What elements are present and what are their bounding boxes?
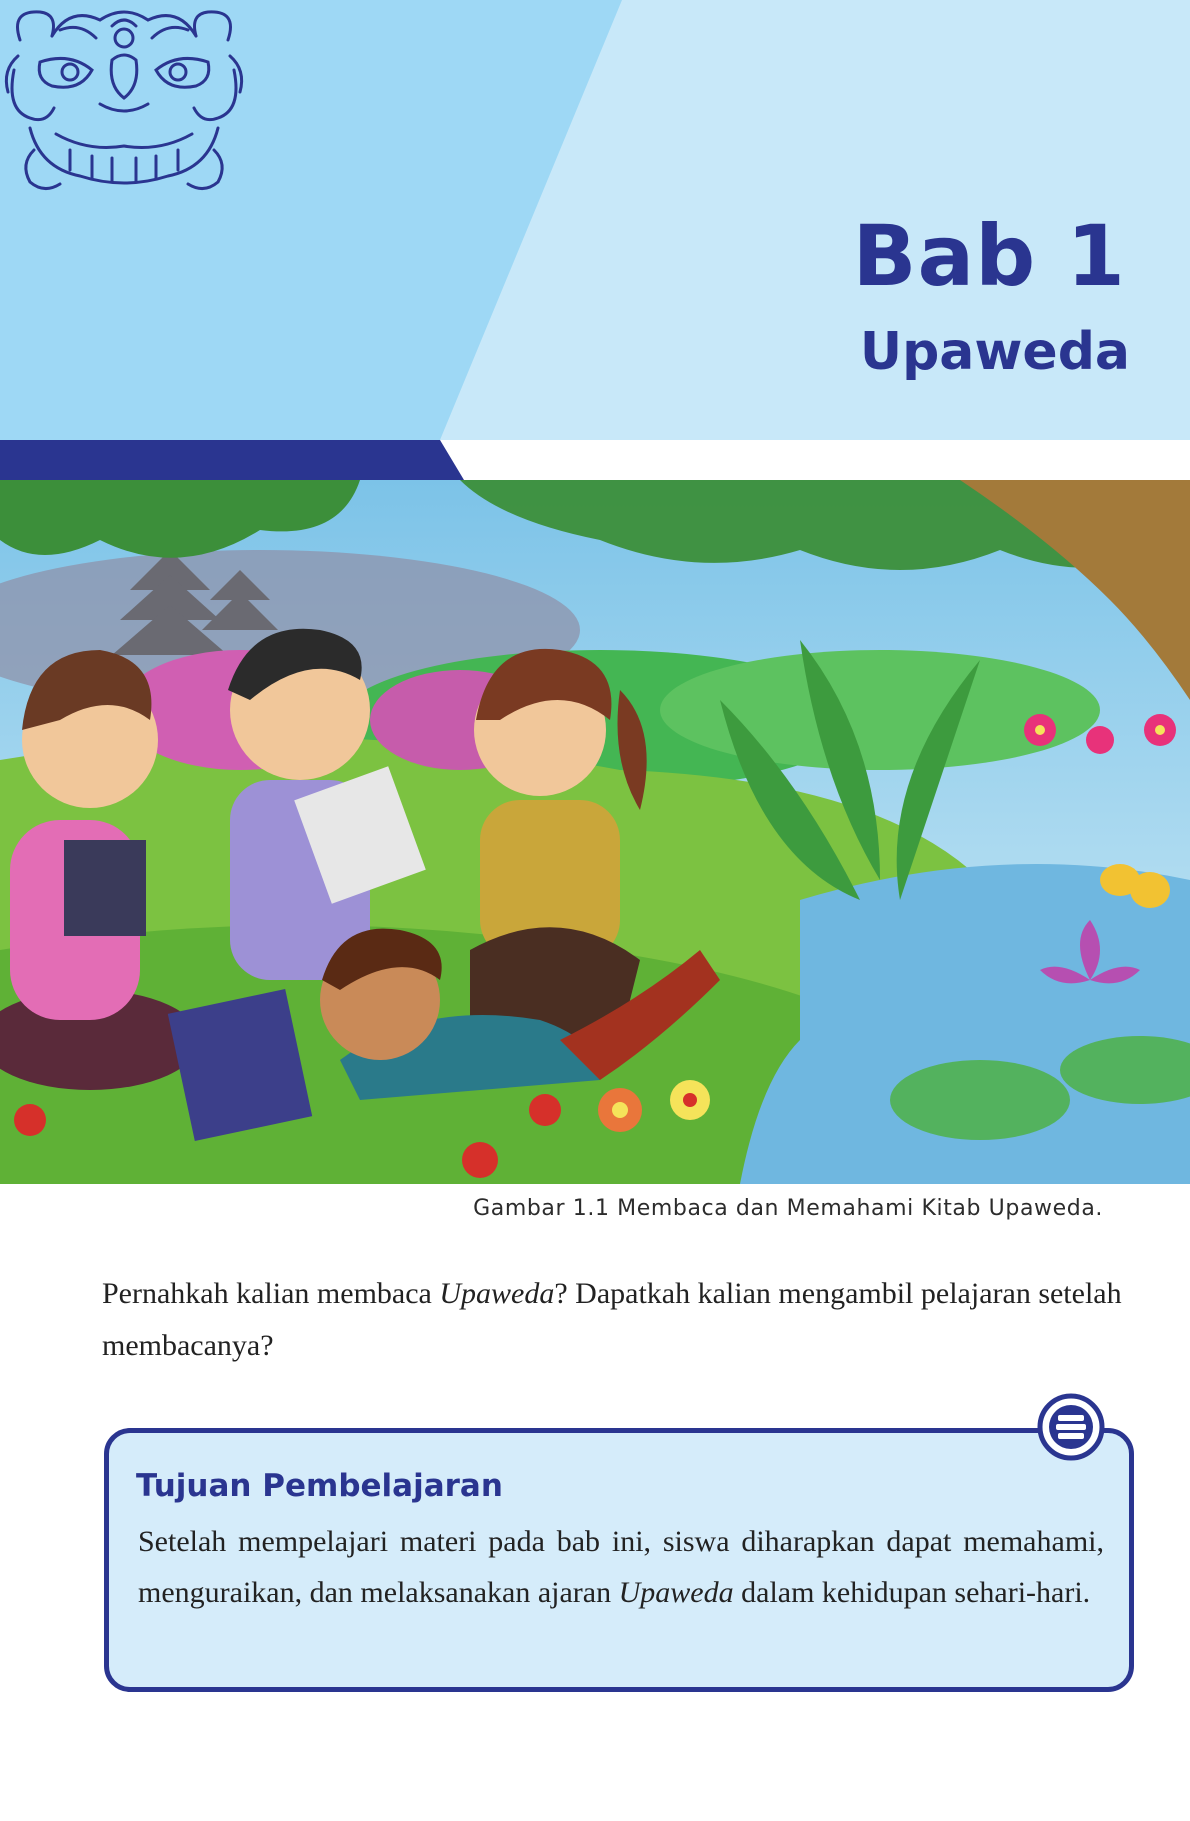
learning-goal-text-start: Setelah mempelajari materi pada bab ini, siswa diharapkan dapat memahami, menguraikan, dan melaksanakan ajaran xyxy=(138,1525,1104,1609)
chapter-header xyxy=(0,0,1190,440)
figure-caption: Gambar 1.1 Membaca dan Memahami Kitab Upaweda. xyxy=(473,1196,1103,1221)
header-band xyxy=(0,440,1190,480)
books-stack-icon xyxy=(1036,1392,1106,1462)
intro-text-italic: Upaweda xyxy=(439,1277,555,1310)
children-reading-in-garden-illustration xyxy=(0,480,1190,1184)
learning-goal-title: Tujuan Pembelajaran xyxy=(136,1468,503,1504)
intro-text-end: ? Dapatkah kalian mengambil pelajaran setelah membacanya? xyxy=(102,1277,1122,1362)
learning-goal-text-italic: Upaweda xyxy=(618,1576,734,1609)
chapter-label: Bab 1 xyxy=(852,207,1126,305)
intro-text-start: Pernahkah kalian membaca xyxy=(102,1277,440,1310)
learning-goal-text-end: dalam kehidupan sehari-hari. xyxy=(733,1576,1091,1609)
chapter-title: Upaweda xyxy=(859,322,1130,382)
intro-paragraph xyxy=(102,1268,1134,1372)
barong-mask-ornament-icon xyxy=(0,0,248,198)
learning-goal-text xyxy=(138,1516,1104,1618)
